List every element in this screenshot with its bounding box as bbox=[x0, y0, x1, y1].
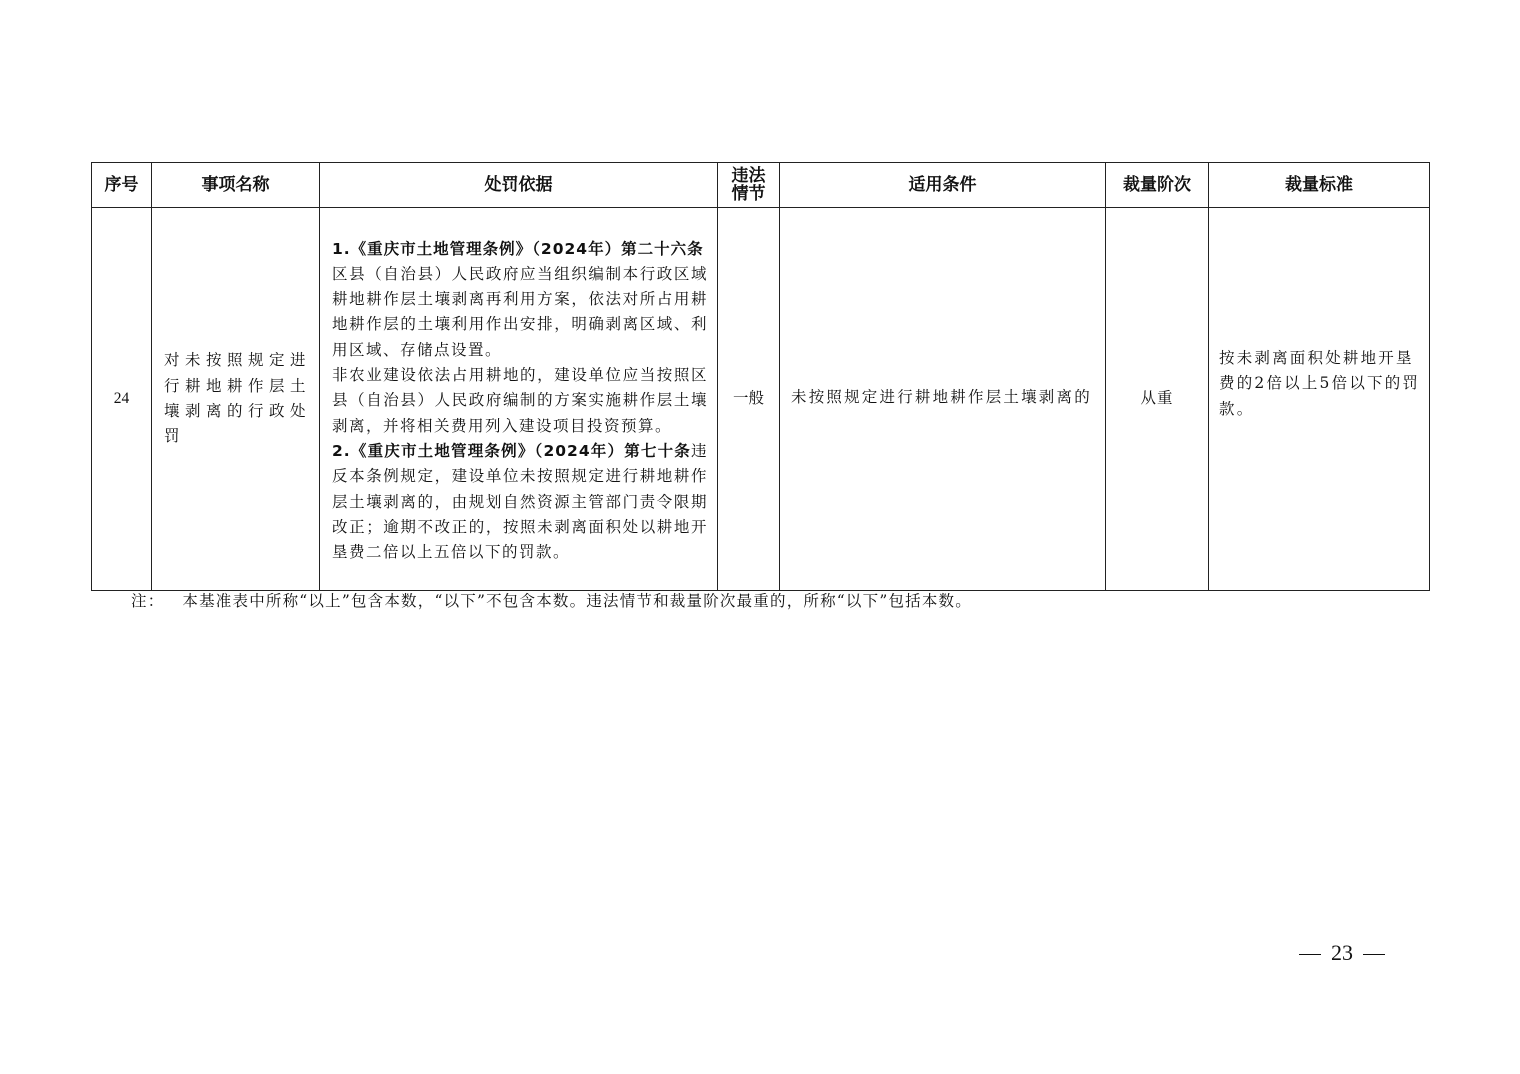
penalty-discretion-table bbox=[91, 162, 1430, 591]
table-note bbox=[131, 589, 972, 611]
header-standard: 裁量标准 bbox=[1209, 163, 1430, 208]
header-name: 事项名称 bbox=[152, 163, 320, 208]
page-number-dash-left bbox=[1299, 954, 1321, 955]
basis-item2-text: 违反本条例规定，建设单位未按照规定进行耕地耕作层土壤剥离的，由规划自然资源主管部门责令限期改正；逾期不改正的，按照未剥离面积处以耕地开垦费二倍以上五倍以下的罚款。 bbox=[332, 441, 708, 562]
table-header-row bbox=[92, 163, 1430, 208]
header-plot-line1: 违法 bbox=[731, 165, 766, 186]
condition-text: 未按照规定进行耕地耕作层土壤剥离的 bbox=[791, 388, 1092, 407]
header-plot bbox=[718, 163, 780, 208]
page-number bbox=[1289, 940, 1395, 966]
cell-condition bbox=[780, 208, 1106, 591]
note-label: 注： bbox=[131, 592, 165, 610]
standard-text: 按未剥离面积处耕地开垦费的2倍以上5倍以下的罚款。 bbox=[1219, 349, 1421, 418]
cell-violation-plot: 一般 bbox=[718, 208, 780, 591]
note-text: 本基准表中所称“以上”包含本数，“以下”不包含本数。违法情节和裁量阶次最重的，所称“以下”包括本数。 bbox=[182, 592, 972, 610]
basis-item1-text: 区县（自治县）人民政府应当组织编制本行政区域耕地耕作层土壤剥离再利用方案，依法对所占用耕地耕作层的土壤利用作出安排，明确剥离区域、利用区域、存储点设置。 bbox=[332, 239, 721, 359]
header-seq: 序号 bbox=[92, 163, 152, 208]
cell-penalty-basis bbox=[320, 208, 721, 591]
basis-item2 bbox=[332, 439, 708, 565]
page-number-value: 23 bbox=[1331, 940, 1353, 965]
basis-item1-title: 1.《重庆市土地管理条例》（2024年）第二十六条 bbox=[332, 239, 704, 258]
cell-seq: 24 bbox=[92, 208, 152, 591]
cell-item-name: 对未按照规定进行耕地耕作层土壤剥离的行政处罚 bbox=[152, 208, 320, 591]
header-plot-line2: 情节 bbox=[731, 183, 766, 204]
header-basis: 处罚依据 bbox=[320, 163, 718, 208]
table-row bbox=[92, 208, 1430, 591]
basis-item2-title: 2.《重庆市土地管理条例》（2024年）第七十条 bbox=[332, 441, 691, 460]
header-level: 裁量阶次 bbox=[1106, 163, 1209, 208]
cell-discretion-level: 从重 bbox=[1106, 208, 1209, 591]
cell-discretion-standard bbox=[1209, 208, 1430, 591]
basis-item1-text2: 非农业建设依法占用耕地的，建设单位应当按照区县（自治县）人民政府编制的方案实施耕作层土壤剥离，并将相关费用列入建设项目投资预算。 bbox=[332, 366, 708, 435]
page-number-dash-right bbox=[1363, 954, 1385, 955]
header-condition: 适用条件 bbox=[780, 163, 1106, 208]
